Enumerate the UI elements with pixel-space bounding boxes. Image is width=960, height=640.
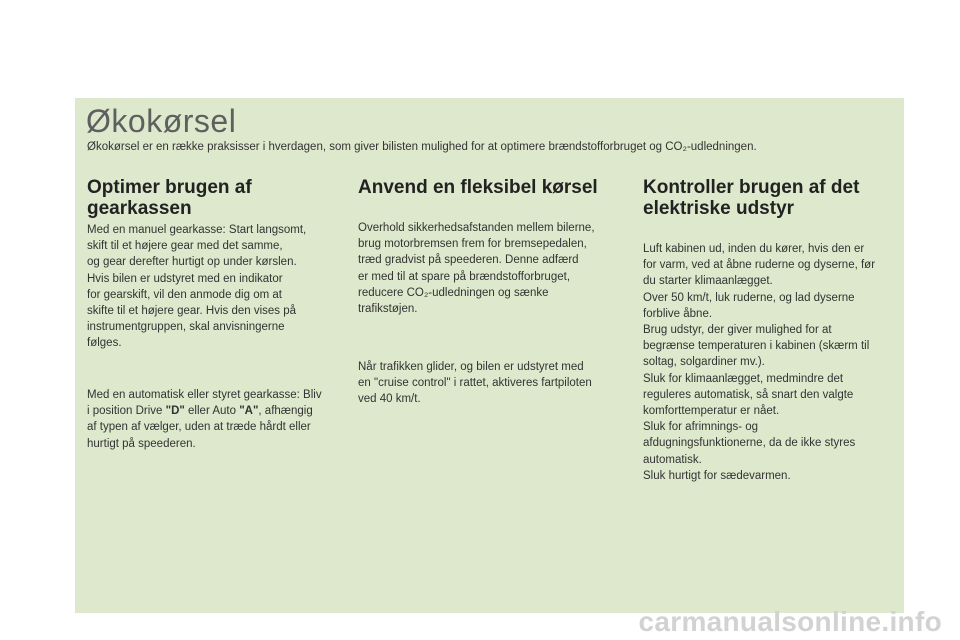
watermark: carmanualsonline.info: [638, 606, 942, 637]
text-fragment: , afhængig: [258, 405, 313, 418]
text-line: træd gradvist på speederen. Denne adfærd: [358, 254, 579, 267]
text-line: for gearskift, vil den anmode dig om at: [87, 288, 282, 301]
text-line: Overhold sikkerhedsafstanden mellem bilerne,: [358, 222, 595, 234]
text-line: Sluk hurtigt for sædevarmen.: [643, 469, 791, 482]
electrical-equipment-paragraph: [643, 241, 875, 484]
text-line: ved 40 km/t.: [358, 393, 421, 406]
text-line: brug motorbremsen frem for bremsepedalen,: [358, 238, 587, 251]
text-line: Med en automatisk eller styret gearkasse: Bliv: [87, 389, 322, 401]
text-line: er med til at spare på brændstofforbruget,: [358, 270, 571, 283]
heading-line: Optimer brugen af: [87, 177, 252, 198]
text-line: komforttemperatur er nået.: [643, 405, 780, 418]
column-heading-flexible-driving: [358, 177, 598, 198]
text-line: trafikstøjen.: [358, 303, 418, 316]
flexible-driving-paragraph: [358, 220, 595, 317]
text-line: instrumentgruppen, skal anvisningerne: [87, 321, 285, 334]
column-heading-electrical-equipment: [643, 177, 859, 219]
gearbox-manual-paragraph: [87, 222, 306, 352]
text-line: Med en manuel gearkasse: Start langsomt,: [87, 224, 307, 236]
intro-text: Økokørsel er en række praksisser i hverdagen, som giver bilisten mulighed for at optimere brændstofforbruget og CO₂-udledningen.: [87, 141, 757, 153]
column-heading-gearbox: [87, 177, 252, 219]
text-line: Når trafikken glider, og bilen er udstyret med: [358, 361, 584, 373]
text-line: en "cruise control" i rattet, aktiveres fartpiloten: [358, 377, 592, 390]
text-line: følges.: [87, 337, 122, 350]
text-line: hurtigt på speederen.: [87, 437, 196, 450]
text-line: soltag, solgardiner mv.).: [643, 356, 765, 369]
text-line: Sluk for klimaanlægget, medmindre det: [643, 372, 844, 385]
auto-mode-label: "A": [239, 405, 259, 418]
text-line: skift til et højere gear med det samme,: [87, 240, 283, 253]
text-line: du starter klimaanlægget.: [643, 275, 773, 288]
heading-line: Kontroller brugen af det: [643, 177, 860, 198]
heading-line: Anvend en fleksibel kørsel: [358, 177, 598, 198]
cruise-control-paragraph: [358, 359, 592, 408]
text-line: forblive åbne.: [643, 307, 713, 320]
gearbox-automatic-paragraph: [87, 387, 322, 452]
text-line: Luft kabinen ud, inden du kører, hvis den er: [643, 243, 865, 255]
text-line: Sluk for afrimnings- og: [643, 421, 759, 434]
text-line: reducere CO₂-udledningen og sænke: [358, 286, 549, 299]
text-line: for varm, ved at åbne ruderne og dyserne, før: [643, 259, 876, 272]
text-line: Over 50 km/t, luk ruderne, og lad dyserne: [643, 291, 855, 304]
text-line: begrænse temperaturen i kabinen (skærm til: [643, 340, 870, 353]
heading-line: gearkassen: [87, 198, 192, 219]
text-line: [87, 403, 322, 419]
drive-mode-label: "D": [165, 405, 185, 418]
text-line: reguleres automatisk, så snart den valgte: [643, 388, 854, 401]
page-title: Økokørsel: [86, 103, 237, 139]
text-fragment: i position Drive: [87, 405, 166, 418]
text-line: Hvis bilen er udstyret med en indikator: [87, 272, 283, 285]
text-line: automatisk.: [643, 453, 702, 466]
heading-line: elektriske udstyr: [643, 198, 795, 219]
text-line: Brug udstyr, der giver mulighed for at: [643, 324, 832, 337]
text-line: afdugningsfunktionerne, da de ikke styres: [643, 437, 856, 450]
text-fragment: eller Auto: [184, 405, 240, 418]
text-line: og gear derefter hurtigt op under kørslen.: [87, 256, 297, 269]
text-line: skifte til et højere gear. Hvis den vises på: [87, 305, 297, 318]
text-line: af typen af vælger, uden at træde hårdt eller: [87, 421, 311, 434]
